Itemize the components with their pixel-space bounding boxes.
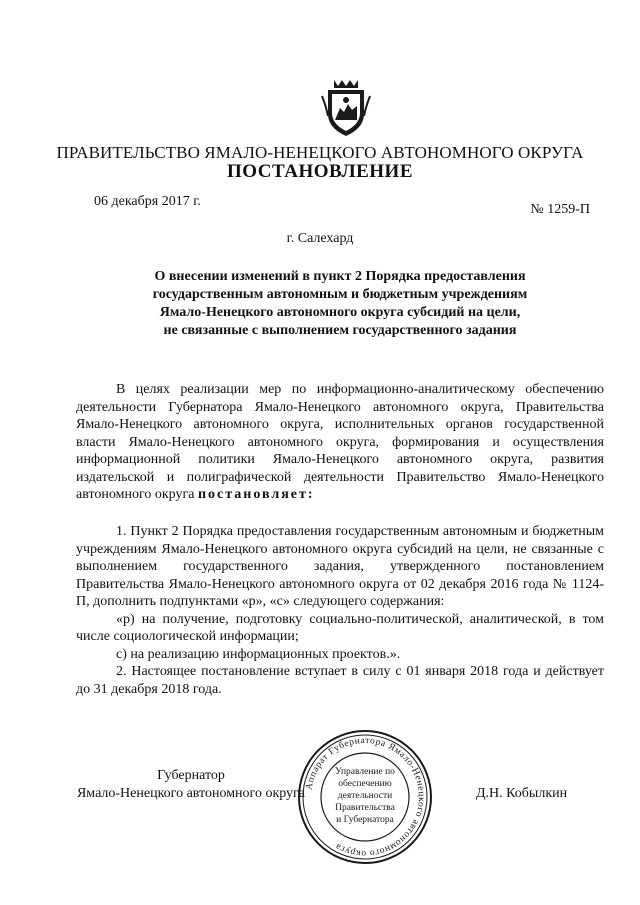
title-line: государственным автономным и бюджетным учреждениям — [152, 287, 528, 302]
title-line: не связанные с выполнением государственного задания — [163, 323, 517, 338]
official-stamp — [296, 728, 434, 866]
document-number: № 1259-П — [530, 202, 590, 217]
government-name: ПРАВИТЕЛЬСТВО ЯМАЛО-НЕНЕЦКОГО АВТОНОМНОГО ОКРУГА — [56, 143, 584, 162]
preamble-text: В целях реализации мер по информационно-аналитическому обеспечению деятельности Губернатора Ямало-Ненецкого автономного округа, Правительства Ямало-Ненецкого автономного округа, исполнительных органов государственной власти Ямало-Ненецкого автономного округа, формирования и осуществления информационной политики Ямало-Ненецкого автономного округа, развития издательской и полиграфической деятельности Правительство Ямало-Ненецкого автономного округа — [76, 382, 604, 502]
position-line: Губернатор — [157, 768, 225, 783]
document-city: г. Салехард — [286, 231, 354, 246]
title-line: О внесении изменений в пункт 2 Порядка предоставления — [154, 269, 526, 284]
signatory-position — [76, 767, 306, 803]
stamp-inner-line: и Губернатора — [336, 815, 394, 825]
stamp-inner-line: деятельности — [337, 791, 393, 801]
subitem-s: с) на реализацию информационных проектов.». — [116, 646, 401, 662]
stamp-inner-line: Управление по — [335, 767, 395, 777]
position-line: Ямало-Ненецкого автономного округа — [76, 786, 306, 801]
stamp-ring-text: Аппарат Губернатора Ямало-Ненецкого автономного округа — [304, 735, 427, 859]
stamp-inner-line: Правительства — [335, 803, 395, 813]
signatory-name: Д.Н. Кобылкин — [476, 786, 568, 801]
item-1: 1. Пункт 2 Порядка предоставления государственным автономным и бюджетным учреждениям Ямало-Ненецкого автономного округа субсидий на цели, не связанные с выполнением государственного задания, утвержденного постановлением Правительства Ямало-Ненецкого автономного округа от 02 декабря 2016 года № 1124-П, дополнить подпунктами «р», «с» следующего содержания: — [76, 524, 604, 609]
item-2: 2. Настоящее постановление вступает в силу с 01 января 2018 года и действует до 31 декабря 2018 года. — [76, 664, 604, 697]
stamp-inner-line: обеспечению — [338, 779, 392, 789]
decree-items — [76, 523, 604, 698]
preamble-paragraph — [76, 381, 604, 504]
document-date: 06 декабря 2017 г. — [94, 194, 201, 209]
subitem-r: «р) на получение, подготовку социально-политической, аналитической, в том числе социологической информации; — [76, 611, 604, 644]
document-type: ПОСТАНОВЛЕНИЕ — [226, 161, 414, 182]
coat-of-arms-emblem — [320, 76, 372, 138]
title-line: Ямало-Ненецкого автономного округа субсидий на цели, — [159, 305, 521, 320]
decree-word: постановляет: — [197, 487, 315, 502]
document-title — [90, 268, 590, 340]
